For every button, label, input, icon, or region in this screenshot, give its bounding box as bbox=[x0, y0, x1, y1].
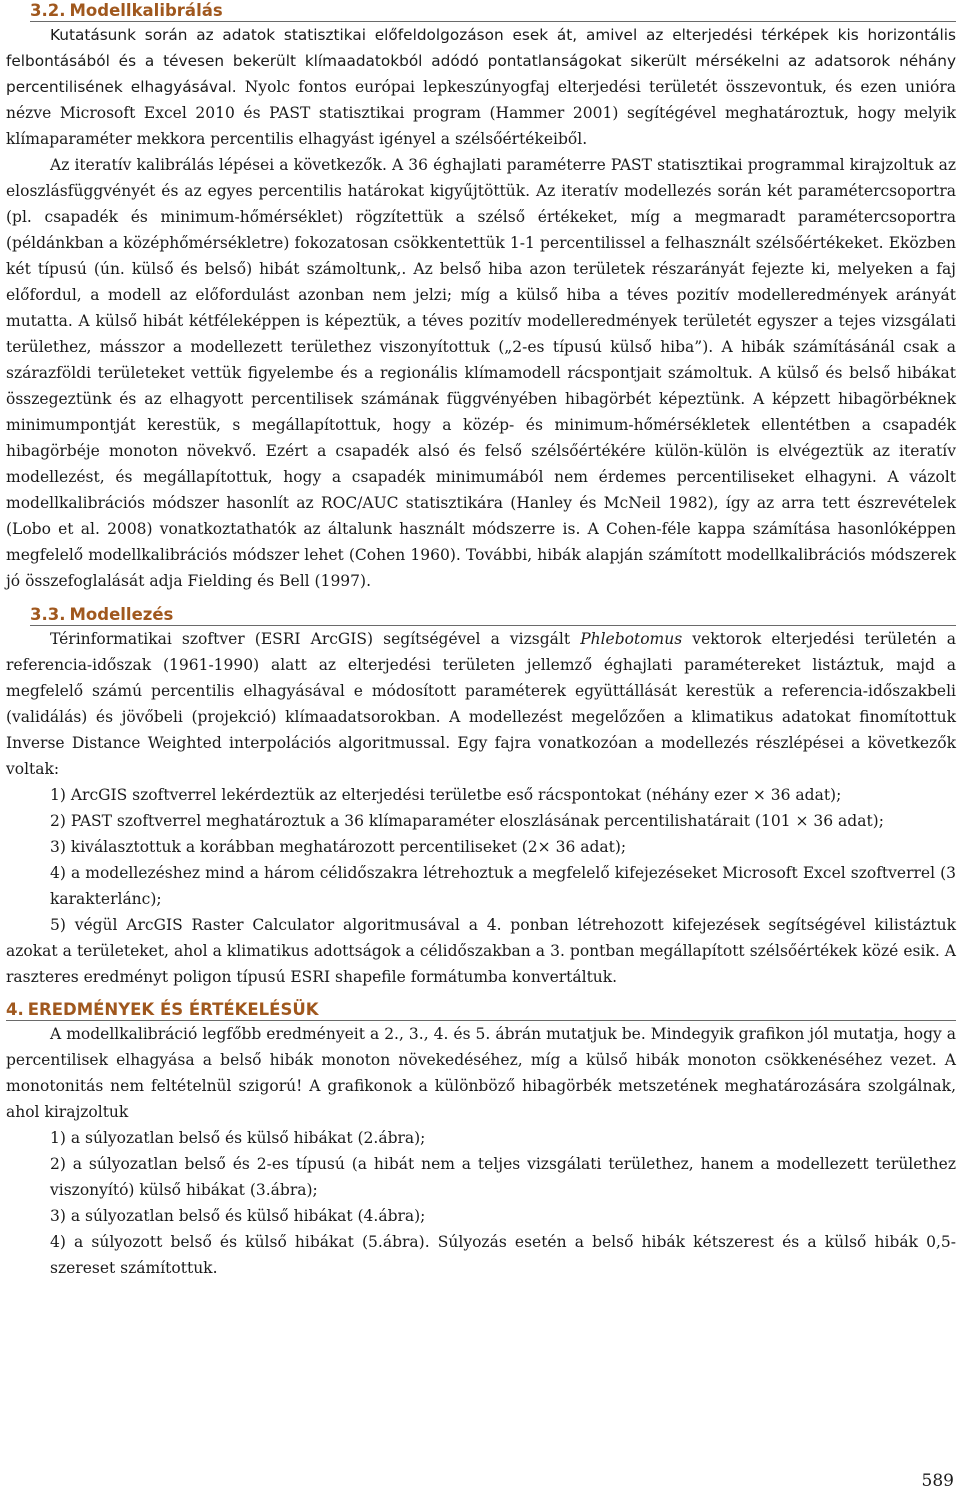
paragraph-calibration-intro bbox=[6, 22, 956, 152]
section-title: EREDMÉNYEK ÉS ÉRTÉKELÉSÜK bbox=[27, 1000, 319, 1019]
document-page bbox=[6, 0, 956, 1281]
section-heading-4 bbox=[6, 999, 956, 1021]
intro-rest: Nyolc fontos európai lepkeszúnyogfaj elterjedési területét összevontuk, és ezen unióra nézve Microsoft Excel 2010 és PAST statisztikai program (Hammer 2001) segítégével meghatároztuk, hogy melyik klímaparaméter mekkora percentilis elhagyást igényel a szélsőértékeiből. bbox=[6, 78, 956, 148]
results-item: 4) a súlyozott belső és külső hibákat (5.ábra). Súlyozás esetén a belső hibák kétszerest és a külső hibák 0,5-szereset számítottuk. bbox=[50, 1233, 956, 1277]
modelling-step: 2) PAST szoftverrel meghatároztuk a 36 klímaparaméter eloszlásának percentilishatárait (101 × 36 adat); bbox=[50, 812, 884, 830]
results-item: 2) a súlyozatlan belső és 2-es típusú (a hibát nem a teljes vizsgálati területhez, hanem a modellezett területhez viszonyító) külső hibákat (3.ábra); bbox=[50, 1155, 956, 1199]
intro-sentence: Kutatásunk során az adatok statisztikai előfeldolgozáson esek át, amivel az elterjedési térképek kis horizontális felbontásából és a tévesen bekerült klímaadatokból adódó pontatlanságokat sikerült mérsékelni az adatsorok néhány percentilisének elhagyásával. bbox=[6, 26, 956, 96]
section-number: 4. bbox=[6, 1000, 24, 1019]
modelling-step: 3) kiválasztottuk a korábban meghatározott percentiliseket (2× 36 adat); bbox=[50, 838, 627, 856]
modelling-step: 4) a modellezéshez mind a három célidőszakra létrehoztuk a megfelelő kifejezéseket Microsoft Excel szoftverrel (3 karakterlánc); bbox=[50, 864, 956, 908]
paragraph-results-intro: A modellkalibráció legfőbb eredményeit a 2., 3., 4. és 5. ábrán mutatjuk be. Mindegyik grafikon jól mutatja, hogy a percentilisek elhagyása a belső hibák monoton növekedéséhez, míg a külső hibák monoton csökkenéséhez vezet. A monotonitás nem feltételnül szigorú! A grafikonok a különböző hibagörbék metszetének meghatározására szolgálnak, ahol kirajzoltuk bbox=[6, 1025, 956, 1121]
section-title: Modellkalibrálás bbox=[69, 1, 223, 20]
section-title: Modellezés bbox=[69, 605, 174, 624]
section-heading-3-3 bbox=[30, 604, 956, 626]
section-number: 3.2. bbox=[30, 1, 66, 20]
text-segment: vektorok elterjedési területén a referencia-időszak (1961-1990) alatt az elterjedési területen jellemző éghajlati paramétereket listáztuk, majd a megfelelő számú percentilis elhagyásával e módosított paraméterek együttállását kerestük a referencia-időszakbeli (validálás) és jövőbeli (projekció) klímaadatsorokban. A modellezést megelőzően a klimatikus adatokat finomítottuk Inverse Distance Weighted interpolációs algoritmussal. Egy fajra vonatkozóan a modellezés részlépései a következők voltak: bbox=[6, 630, 957, 778]
results-item: 1) a súlyozatlan belső és külső hibákat (2.ábra); bbox=[50, 1129, 426, 1147]
paragraph-modelling-intro bbox=[6, 626, 956, 782]
text-segment: Térinformatikai szoftver (ESRI ArcGIS) segítségével a vizsgált bbox=[50, 630, 581, 648]
section-heading-3-2 bbox=[30, 0, 956, 22]
species-name: Phlebotomus bbox=[580, 630, 683, 648]
results-item: 3) a súlyozatlan belső és külső hibákat (4.ábra); bbox=[50, 1207, 426, 1225]
modelling-step: 5) végül ArcGIS Raster Calculator algoritmusával a 4. ponban létrehozott kifejezések segítségével kilistáztuk azokat a területeket, ahol a klimatikus adottságok a célidőszakban a 3. pontban megállapított szélsőértékek közé esik. A raszteres eredményt poligon típusú ESRI shapefile formátumba konvertáltuk. bbox=[6, 916, 956, 986]
page-number: 589 bbox=[921, 1471, 954, 1491]
modelling-step: 1) ArcGIS szoftverrel lekérdeztük az elterjedési területbe eső rácspontokat (néhány ezer × 36 adat); bbox=[50, 786, 842, 804]
section-number: 3.3. bbox=[30, 605, 66, 624]
paragraph-calibration-steps: Az iteratív kalibrálás lépései a következők. A 36 éghajlati paraméterre PAST statisztikai programmal kirajzoltuk az eloszlásfüggvényét és az egyes percentilis határokat kigyűjtöttük. Az iteratív modellezés során két paramétercsoportra (pl. csapadék és minimum-hőmérséklet) rögzítettük a szélső értékeket, míg a megmaradt paramétercsoportra (példánkban a középhőmérsékletre) fokozatosan csökkentettük 1-1 percentilissel a felhasznált szélsőértékeket. Eközben két típusú (ún. külső és belső) hibát számoltunk,. Az belső hiba azon területek részarányát fejezte ki, melyeken a faj előfordul, a modell az előfordulást azonban nem jelzi; míg a külső hiba a téves pozitív modelleredmények arányát mutatta. A külső hibát kétféleképpen is képeztük, a téves pozitív modelleredmények területét egyszer a tejes vizsgálati területhez, másszor a modellezett területhez viszonyítottuk („2-es típusú külső hiba”). A hibák számításánál csak a szárazföldi területeket vettük figyelembe és a regionális klímamodell rácspontjait számoltuk. A külső és belső hibákat összegeztünk és az elhagyott percentilisek számának függvényében hibagörbét képeztünk. A képzett hibagörbéknek minimumpontját kerestük, s megállapítottuk, hogy a közép- és minimum-hőmérsékletek ellentétben a csapadék hibagörbéje monoton növekvő. Ezért a csapadék alsó és felső szélsőértékére külön-külön is elvégeztük az iteratív modellezést, és megállapítottuk, hogy a csapadék minimumából nem érdemes percentiliseket elhagyni. A vázolt modellkalibrációs módszer hasonlít az ROC/AUC statisztikára (Hanley és McNeil 1982), így az arra tett észrevételek (Lobo et al. 2008) vonatkoztathatók az általunk használt módszerre is. A Cohen-féle kappa számítása hasonlóképpen megfelelő modellkalibrációs módszer lehet (Cohen 1960). További, hibák alapján számított modellkalibrációs módszerek jó összefoglalását adja Fielding és Bell (1997). bbox=[6, 156, 956, 590]
